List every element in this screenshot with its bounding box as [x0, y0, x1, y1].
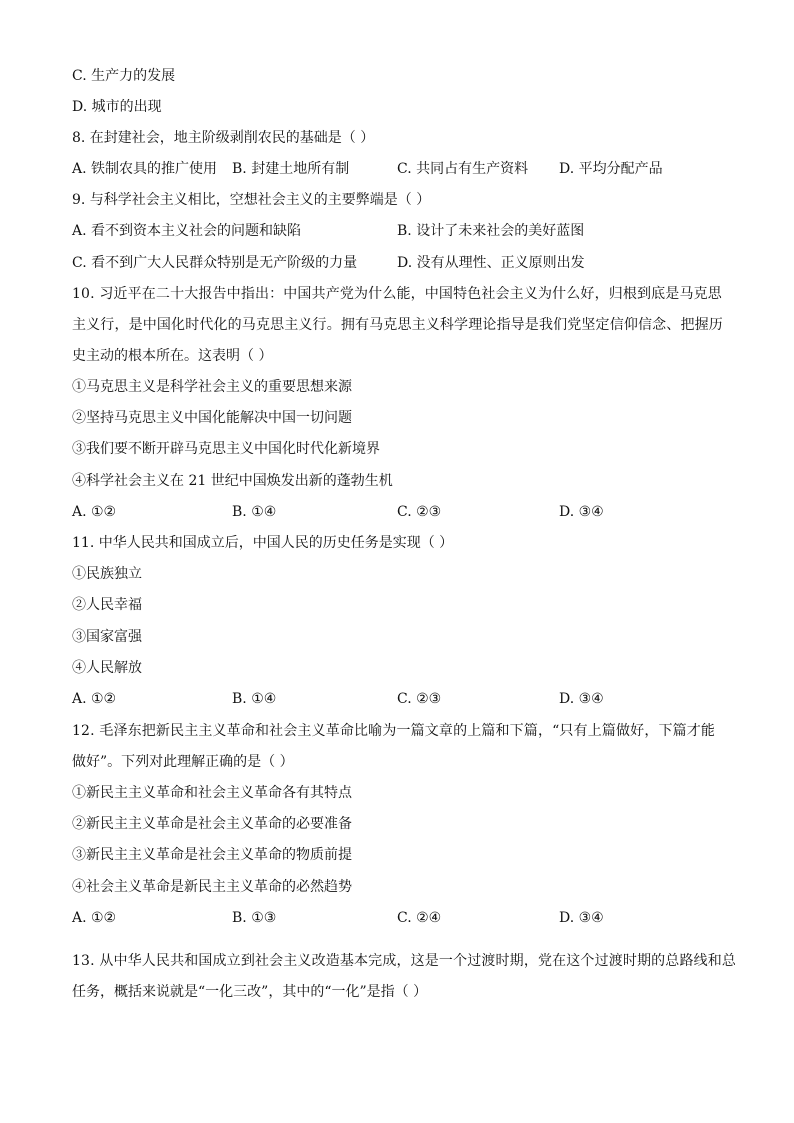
q12-option-b: B. ①③ — [232, 910, 277, 926]
q8-option-b: B. 封建土地所有制 — [232, 161, 350, 177]
q10-option-c: C. ②③ — [397, 504, 442, 520]
q12-statement-3: ③新民主主义革命是社会主义革命的物质前提 — [72, 847, 352, 863]
q10-stem-line-1: 10. 习近平在二十大报告中指出：中国共产党为什么能，中国特色社会主义为什么好，归根到底是马克思 — [72, 286, 722, 302]
q12-statement-4: ④社会主义革命是新民主主义革命的必然趋势 — [72, 879, 352, 895]
q10-options — [72, 502, 722, 522]
q12-statement-2: ②新民主主义革命是社会主义革命的必要准备 — [72, 816, 352, 832]
q10-stem-line-3: 史主动的根本所在。这表明（ ） — [72, 348, 273, 364]
q9-option-b: B. 设计了未来社会的美好蓝图 — [397, 223, 585, 239]
q12-stem-line-2: 做好”。下列对此理解正确的是（ ） — [72, 754, 294, 770]
q10-option-a: A. ①② — [72, 504, 117, 520]
q9-options-row1 — [72, 221, 722, 241]
q12-stem-line-1: 12. 毛泽东把新民主主义革命和社会主义革命比喻为一篇文章的上篇和下篇，“只有上篇做好，下篇才能 — [72, 723, 716, 739]
q8-options — [72, 159, 722, 179]
q7-option-c: C. 生产力的发展 — [72, 68, 176, 84]
q8-option-c: C. 共同占有生产资料 — [397, 161, 529, 177]
q10-statement-1: ①马克思主义是科学社会主义的重要思想来源 — [72, 379, 352, 395]
q9-option-c: C. 看不到广大人民群众特别是无产阶级的力量 — [72, 255, 358, 271]
q10-statement-3: ③我们要不断开辟马克思主义中国化时代化新境界 — [72, 441, 380, 457]
q10-statement-4: ④科学社会主义在 21 世纪中国焕发出新的蓬勃生机 — [72, 473, 393, 489]
q9-stem: 9. 与科学社会主义相比，空想社会主义的主要弊端是（ ） — [72, 192, 431, 208]
q8-stem: 8. 在封建社会，地主阶级剥削农民的基础是（ ） — [72, 130, 375, 146]
q11-option-c: C. ②③ — [397, 691, 442, 707]
q11-statement-3: ③国家富强 — [72, 629, 142, 645]
q12-statement-1: ①新民主主义革命和社会主义革命各有其特点 — [72, 785, 352, 801]
q10-stem-line-2: 主义行，是中国化时代化的马克思主义行。拥有马克思主义科学理论指导是我们党坚定信仰信念、把握历 — [72, 317, 723, 333]
q10-option-b: B. ①④ — [232, 504, 277, 520]
q11-options — [72, 689, 722, 709]
q11-stem: 11. 中华人民共和国成立后，中国人民的历史任务是实现（ ） — [72, 535, 454, 551]
q13-stem-line-2: 任务，概括来说就是“一化三改”，其中的“一化”是指（ ） — [72, 984, 428, 1000]
q9-option-d: D. 没有从理性、正义原则出发 — [397, 255, 585, 271]
q11-statement-2: ②人民幸福 — [72, 597, 142, 613]
q9-option-a: A. 看不到资本主义社会的问题和缺陷 — [72, 223, 302, 239]
q8-option-a: A. 铁制农具的推广使用 — [72, 161, 218, 177]
q11-option-d: D. ③④ — [559, 691, 604, 707]
q13-stem-line-1: 13. 从中华人民共和国成立到社会主义改造基本完成，这是一个过渡时期，党在这个过渡时期的总路线和总 — [72, 953, 737, 969]
q7-option-d: D. 城市的出现 — [72, 99, 162, 115]
q11-option-a: A. ①② — [72, 691, 117, 707]
q11-statement-4: ④人民解放 — [72, 660, 142, 676]
q11-option-b: B. ①④ — [232, 691, 277, 707]
q9-options-row2 — [72, 253, 722, 273]
q8-option-d: D. 平均分配产品 — [559, 161, 663, 177]
q12-option-c: C. ②④ — [397, 910, 442, 926]
q12-options — [72, 908, 722, 928]
q11-statement-1: ①民族独立 — [72, 566, 142, 582]
q12-option-a: A. ①② — [72, 910, 117, 926]
q10-statement-2: ②坚持马克思主义中国化能解决中国一切问题 — [72, 410, 352, 426]
q12-option-d: D. ③④ — [559, 910, 604, 926]
q10-option-d: D. ③④ — [559, 504, 604, 520]
